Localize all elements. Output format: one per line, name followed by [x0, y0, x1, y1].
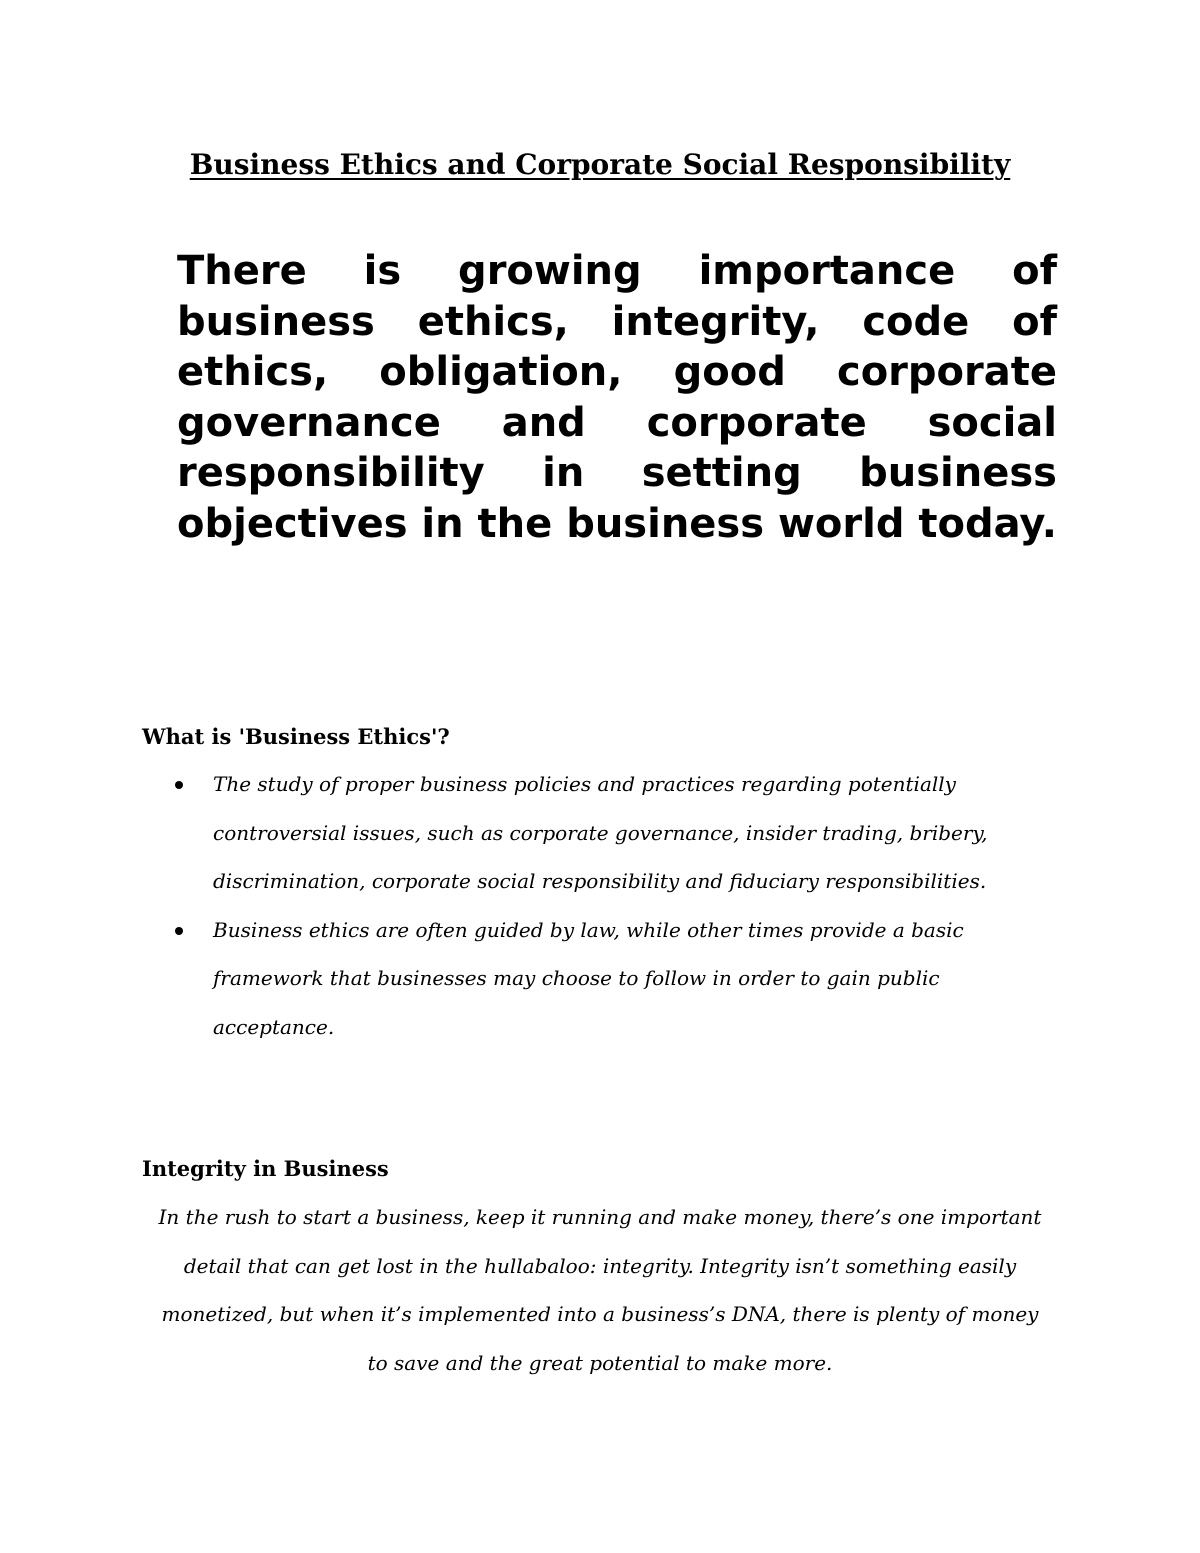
bullet-icon: [175, 781, 183, 789]
integrity-paragraph: In the rush to start a business, keep it running and make money, there’s one important detail that can get lost in the hullabaloo: integrity. Integrity isn’t something easily monetized, but when it’s implemented into a business’s DNA, there is plenty of money to save and the great potential to make more.: [158, 1205, 1042, 1375]
bullet-icon: [175, 927, 183, 935]
list-item: [213, 906, 1063, 1052]
list-item-text: Business ethics are often guided by law, while other times provide a basic framework that businesses may choose to follow in order to gain public acceptance.: [213, 917, 964, 1039]
list-item-text: The study of proper business policies and practices regarding potentially controversial issues, such as corporate governance, insider trading, bribery, discrimination, corporate social responsibility and fiduciary responsibilities.: [213, 772, 988, 893]
lead-paragraph: There is growing importance of business ethics, integrity, code of ethics, obligation, good corporate governance and corporate social responsibility in setting business objectives in the business world today.: [177, 248, 1057, 547]
business-ethics-list: [213, 760, 1063, 1051]
document-title: Business Ethics and Corporate Social Responsibility: [189, 148, 1011, 181]
business-ethics-heading: What is 'Business Ethics'?: [142, 724, 450, 749]
list-item: [213, 760, 1063, 906]
integrity-heading: Integrity in Business: [142, 1156, 389, 1181]
